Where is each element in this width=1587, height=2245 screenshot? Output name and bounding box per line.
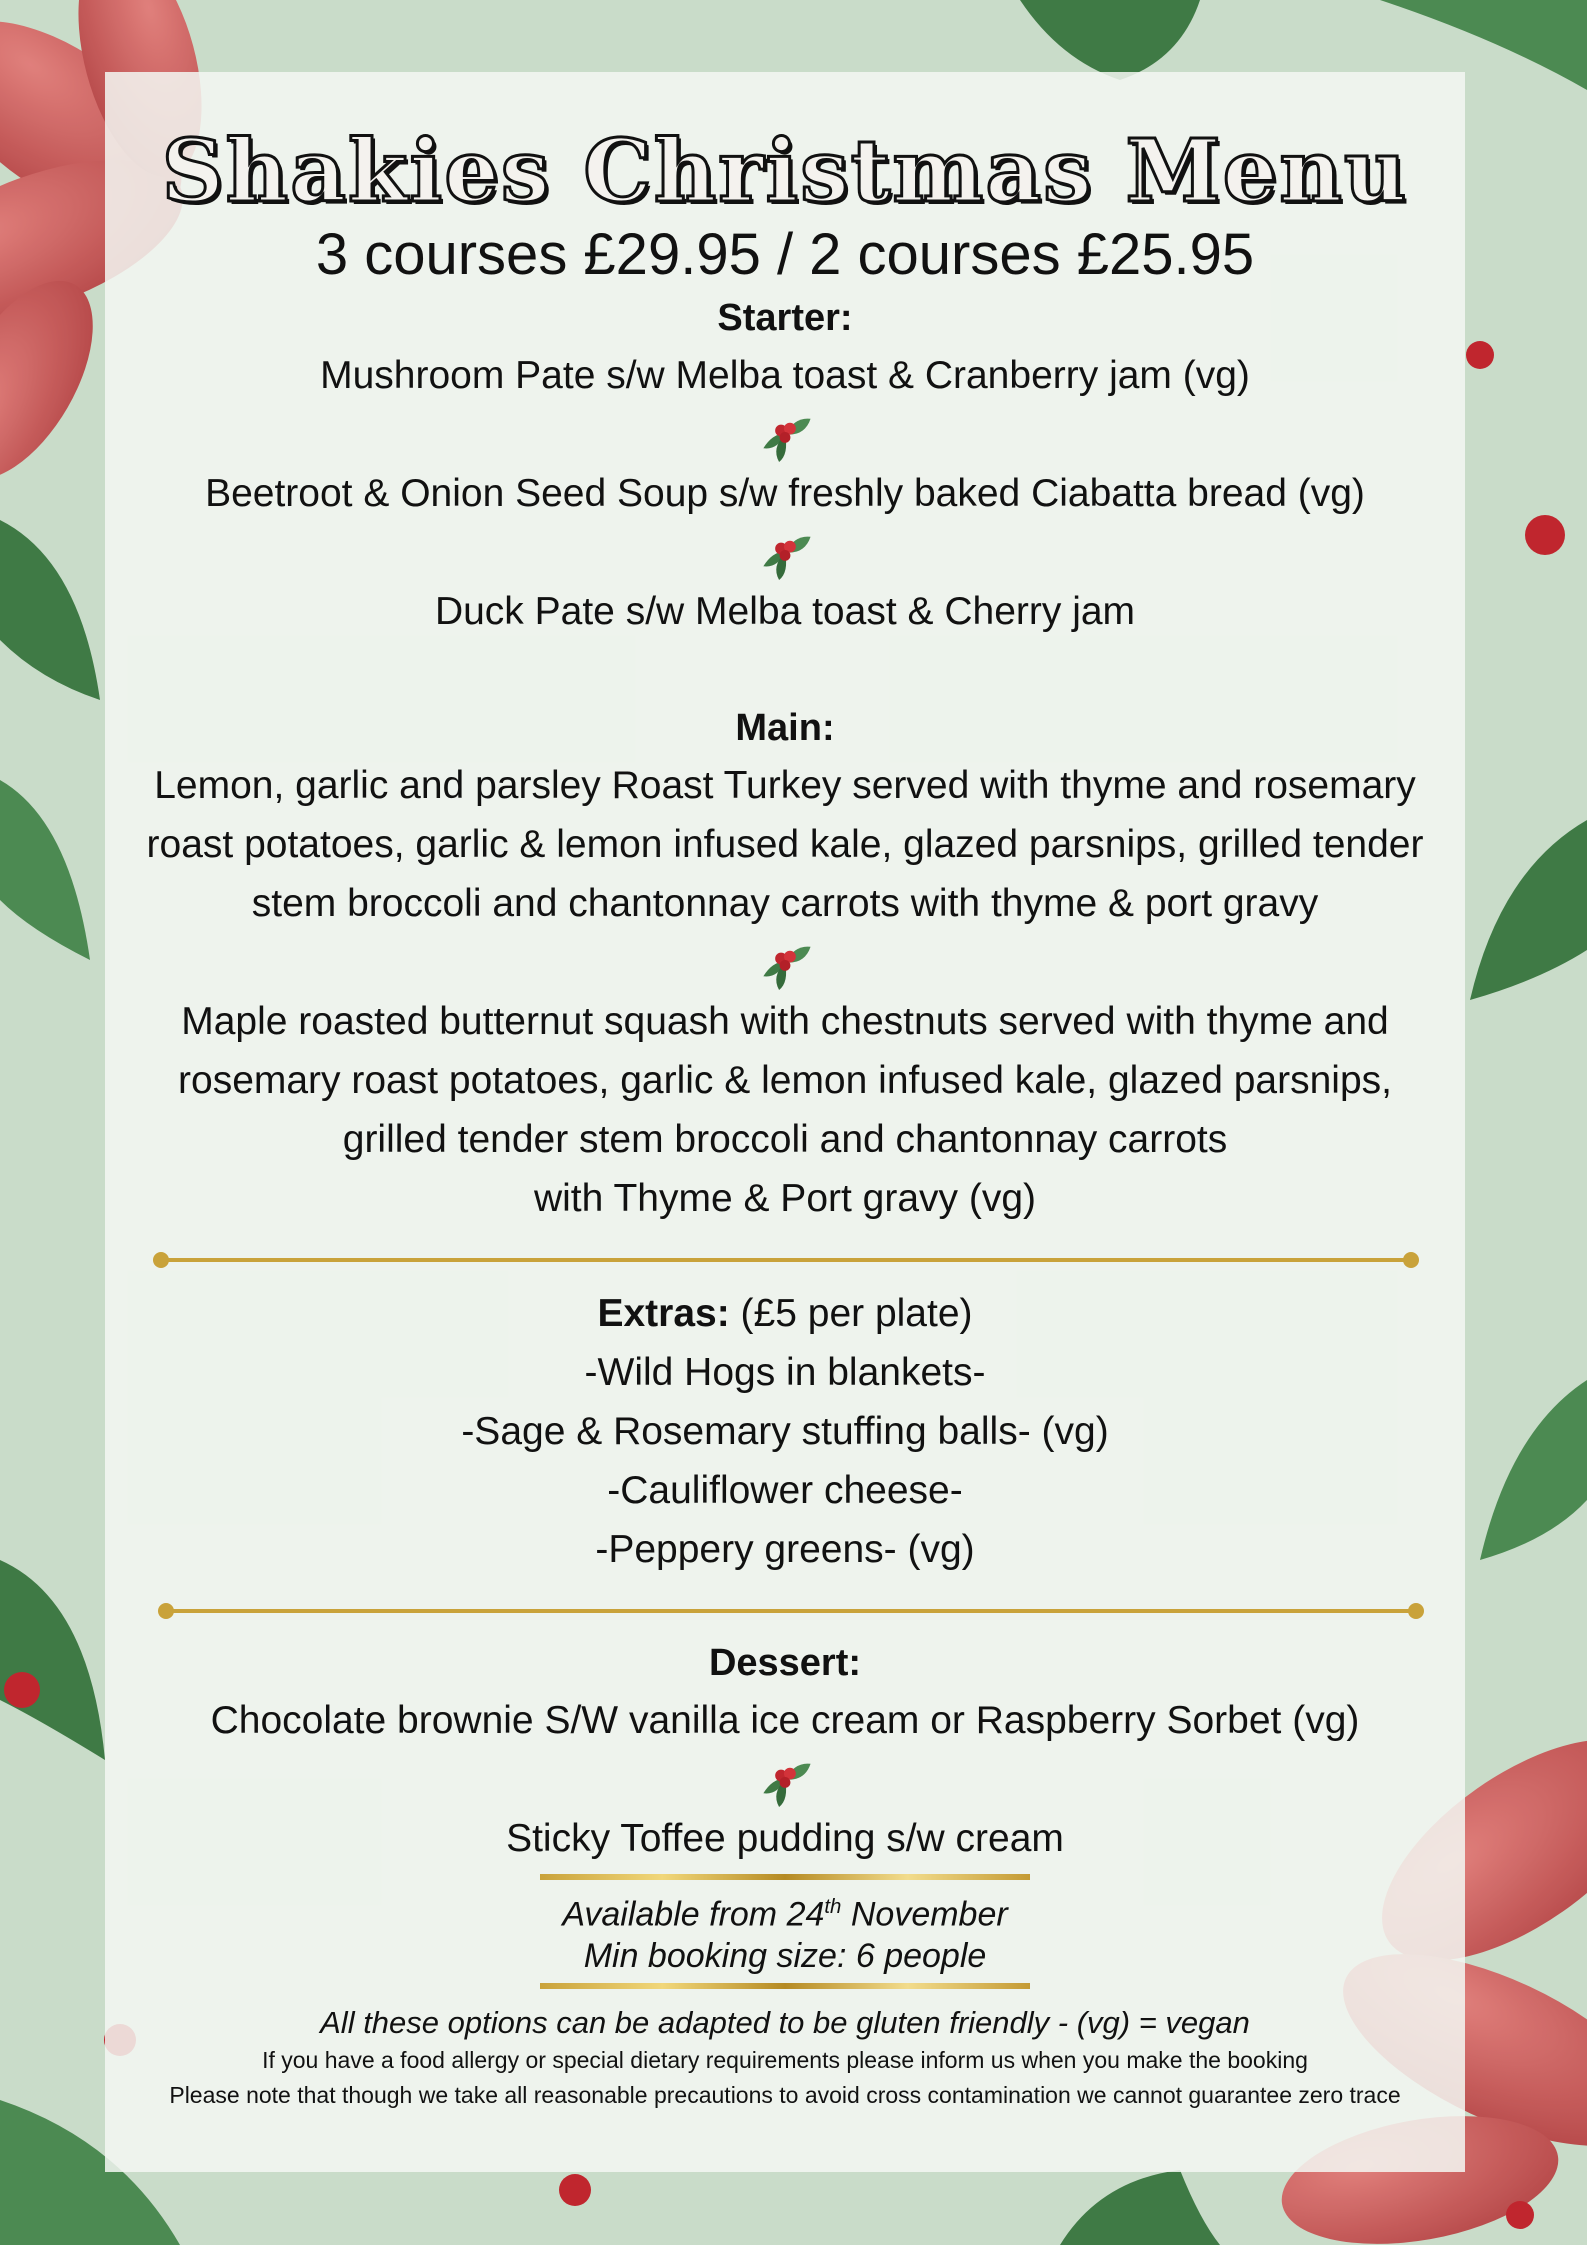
gold-divider — [105, 1579, 1465, 1635]
extras-item: -Sage & Rosemary stuffing balls- (vg) — [461, 1410, 1109, 1453]
main-item-line: roast potatoes, garlic & lemon infused kale, glazed parsnips, grilled tender — [146, 823, 1424, 866]
extras-heading-line — [105, 1284, 1465, 1343]
availability-date: Available from 24th November — [562, 1895, 1008, 1934]
gold-divider — [105, 1228, 1465, 1284]
contamination-note: Please note that though we take all reasonable precautions to avoid cross contamination we cannot guarantee zero trace — [169, 2082, 1401, 2109]
menu-content — [105, 72, 1465, 2113]
extras-item: -Peppery greens- (vg) — [595, 1528, 975, 1571]
gold-glitter-bar — [540, 1983, 1030, 1989]
main-heading: Main: — [735, 707, 835, 749]
holly-icon — [755, 1750, 815, 1809]
menu-title: Shakies Christmas Menu — [161, 121, 1409, 222]
holly-icon — [755, 933, 815, 992]
dessert-heading: Dessert: — [708, 1642, 862, 1684]
starter-item: Beetroot & Onion Seed Soup s/w freshly baked Ciabatta bread (vg) — [205, 472, 1365, 515]
extras-heading: Extras: — [597, 1292, 730, 1335]
starter-item: Duck Pate s/w Melba toast & Cherry jam — [434, 590, 1136, 633]
main-item-line: rosemary roast potatoes, garlic & lemon infused kale, glazed parsnips, — [178, 1059, 1392, 1102]
extras-item: -Wild Hogs in blankets- — [584, 1351, 986, 1394]
dessert-item: Sticky Toffee pudding s/w cream — [506, 1817, 1064, 1860]
gluten-note: All these options can be adapted to be gluten friendly - (vg) = vegan — [320, 2005, 1250, 2041]
dessert-item: Chocolate brownie S/W vanilla ice cream or Raspberry Sorbet (vg) — [210, 1699, 1360, 1742]
main-item-line: grilled tender stem broccoli and chantonnay carrots — [342, 1118, 1228, 1161]
extras-price-note: (£5 per plate) — [740, 1292, 973, 1335]
main-item-line: with Thyme & Port gravy (vg) — [533, 1177, 1037, 1220]
gold-glitter-bar — [540, 1874, 1030, 1880]
main-item-line: stem broccoli and chantonnay carrots with thyme & port gravy — [251, 882, 1319, 925]
extras-item: -Cauliflower cheese- — [607, 1469, 963, 1512]
pricing: 3 courses £29.95 / 2 courses £25.95 — [315, 222, 1255, 287]
allergy-note: If you have a food allergy or special dietary requirements please inform us when you make the booking — [262, 2047, 1308, 2074]
holly-icon — [755, 523, 815, 582]
main-item-line: Maple roasted butternut squash with chestnuts served with thyme and — [181, 1000, 1389, 1043]
starter-item: Mushroom Pate s/w Melba toast & Cranberry jam (vg) — [320, 354, 1250, 397]
min-booking: Min booking size: 6 people — [583, 1937, 987, 1976]
holly-icon — [755, 405, 815, 464]
main-item-line: Lemon, garlic and parsley Roast Turkey served with thyme and rosemary — [154, 764, 1416, 807]
starter-heading: Starter: — [717, 297, 853, 339]
